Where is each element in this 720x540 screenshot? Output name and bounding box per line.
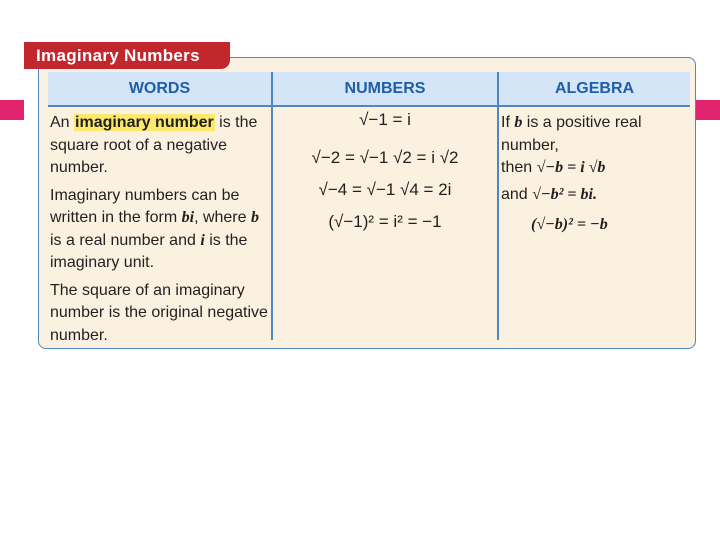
numbers-eq-2: √−2 = √−1 √2 = i √2 <box>311 148 459 167</box>
words-p2-b: , where <box>194 209 251 226</box>
algebra-l1-pre: If <box>501 114 515 131</box>
words-p2-d: is the imaginary unit. <box>50 231 248 271</box>
algebra-line-4 <box>501 214 690 237</box>
words-p2-a: Imaginary numbers can be written in the form <box>50 186 240 226</box>
numbers-eq-1: √−1 = i <box>359 110 411 129</box>
algebra-l3-eq: √−b² = bi. <box>532 185 597 203</box>
words-p1-pre: An <box>50 114 75 131</box>
algebra-l2-eq: √−b = i √b <box>536 159 606 176</box>
words-p2-bi: bi <box>181 209 195 226</box>
column-divider-2 <box>497 72 499 340</box>
words-p2-bvar: b <box>250 209 259 226</box>
words-p1-rest: is the square root of a negative number. <box>50 114 258 176</box>
concept-table <box>48 72 690 344</box>
words-p2-c: is a real number and <box>50 231 201 249</box>
numbers-eq-4: (√−1)² = i² = −1 <box>328 212 442 231</box>
algebra-l4-eq: (√−b)² = −b <box>531 216 608 233</box>
algebra-line-3 <box>501 184 690 207</box>
header-words: WORDS <box>48 72 271 105</box>
algebra-line-2 <box>501 157 690 180</box>
numbers-eq-3: √−4 = √−1 √4 = 2i <box>318 180 452 199</box>
right-accent-bar <box>696 100 720 120</box>
algebra-l1-b: b <box>514 114 523 131</box>
words-paragraph-3: The square of an imaginary number is the original negative number. <box>50 281 268 344</box>
header-divider <box>48 105 690 107</box>
words-paragraph-1 <box>50 112 270 180</box>
words-paragraph-2 <box>50 185 270 275</box>
header-numbers: NUMBERS <box>273 72 497 105</box>
words-p2-ivar: i <box>200 231 205 249</box>
algebra-line-1 <box>501 112 690 157</box>
words-column <box>50 112 270 347</box>
algebra-l3-label: and <box>501 185 528 203</box>
left-accent-bar <box>0 100 24 120</box>
card-title: Imaginary Numbers <box>24 42 230 69</box>
algebra-l1-rest: is a positive real number, <box>501 114 642 154</box>
header-algebra: ALGEBRA <box>499 72 690 105</box>
algebra-column <box>501 112 690 237</box>
algebra-l2-label: then <box>501 159 533 176</box>
highlighted-term: imaginary number <box>75 114 214 131</box>
